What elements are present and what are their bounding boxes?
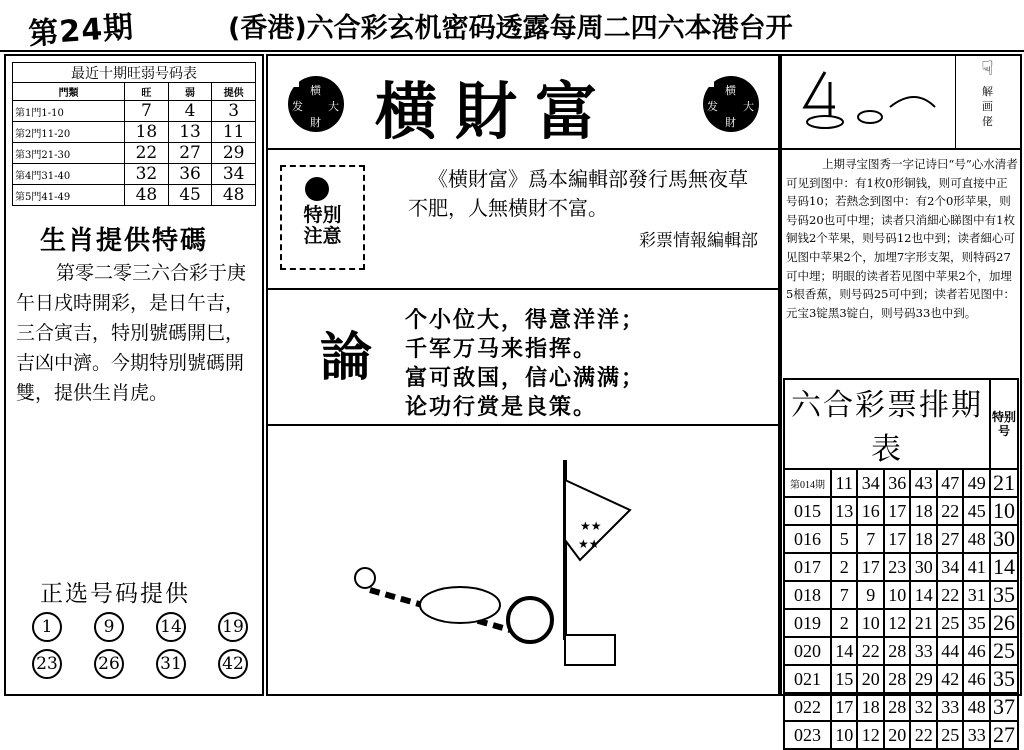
riddle-illustration bbox=[340, 440, 640, 690]
pick-number: 9 bbox=[94, 612, 124, 642]
number-cell: 34 bbox=[937, 553, 964, 581]
cell: 3 bbox=[212, 101, 256, 122]
pick-number: 26 bbox=[94, 649, 124, 679]
number-cell: 22 bbox=[910, 721, 937, 749]
number-cell: 14 bbox=[910, 581, 937, 609]
number-cell: 22 bbox=[937, 497, 964, 525]
number-cell: 21 bbox=[910, 609, 937, 637]
notice bbox=[408, 165, 758, 256]
cell: 27 bbox=[168, 143, 212, 164]
special-number: 37 bbox=[990, 693, 1018, 721]
divider bbox=[266, 424, 780, 426]
number-cell: 7 bbox=[831, 581, 858, 609]
number-cell: 17 bbox=[884, 497, 911, 525]
period-cell: 第014期 bbox=[784, 469, 831, 497]
period-cell: 019 bbox=[784, 609, 831, 637]
special-number: 35 bbox=[990, 581, 1018, 609]
table-row bbox=[13, 101, 256, 122]
cell: 22 bbox=[125, 143, 169, 164]
table-row bbox=[784, 609, 1018, 637]
number-cell: 49 bbox=[963, 469, 990, 497]
number-cell: 32 bbox=[910, 693, 937, 721]
poem-label: 論 bbox=[320, 328, 373, 388]
number-cell: 12 bbox=[884, 609, 911, 637]
table-row bbox=[784, 637, 1018, 665]
cell: 4 bbox=[168, 101, 212, 122]
schedule-table bbox=[783, 378, 1019, 750]
notice-badge bbox=[280, 165, 365, 270]
pointing-hand-icon: ☟ bbox=[981, 56, 994, 80]
number-cell: 25 bbox=[937, 609, 964, 637]
period-cell: 018 bbox=[784, 581, 831, 609]
row-label: 第4門31-40 bbox=[13, 164, 125, 185]
number-cell: 17 bbox=[831, 693, 858, 721]
number-cell: 29 bbox=[910, 665, 937, 693]
hot-cold-table bbox=[12, 62, 256, 206]
number-cell: 17 bbox=[857, 553, 884, 581]
number-cell: 41 bbox=[963, 553, 990, 581]
number-cell: 10 bbox=[831, 721, 858, 749]
cell: 48 bbox=[212, 185, 256, 206]
zodiac-heading: 生肖提供特碼 bbox=[40, 226, 209, 256]
number-cell: 11 bbox=[831, 469, 858, 497]
number-cell: 10 bbox=[884, 581, 911, 609]
number-cell: 28 bbox=[884, 665, 911, 693]
table-row bbox=[784, 581, 1018, 609]
number-cell: 33 bbox=[910, 637, 937, 665]
svg-text:★★: ★★ bbox=[580, 519, 602, 533]
issue-number: 第24期 bbox=[27, 9, 136, 53]
poem-line: 论功行赏是良策。 bbox=[405, 395, 598, 420]
riddle-box bbox=[955, 56, 1019, 150]
period-cell: 016 bbox=[784, 525, 831, 553]
number-cell: 33 bbox=[937, 693, 964, 721]
riddle-picture bbox=[795, 62, 945, 142]
pick-number: 31 bbox=[156, 649, 186, 679]
table-row bbox=[784, 665, 1018, 693]
number-cell: 43 bbox=[910, 469, 937, 497]
number-cell: 35 bbox=[963, 609, 990, 637]
number-cell: 14 bbox=[831, 637, 858, 665]
number-cell: 27 bbox=[937, 525, 964, 553]
number-cell: 46 bbox=[963, 637, 990, 665]
table-row bbox=[13, 185, 256, 206]
coin-icon: 横 大 財 发 bbox=[703, 76, 759, 132]
number-cell: 47 bbox=[937, 469, 964, 497]
page-title: (香港)六合彩玄机密码透露每周二四六本港台开 bbox=[228, 13, 793, 44]
number-cell: 18 bbox=[910, 525, 937, 553]
number-cell: 20 bbox=[857, 665, 884, 693]
col-header: 提供 bbox=[212, 83, 256, 101]
svg-text:★★: ★★ bbox=[578, 537, 600, 551]
number-cell: 20 bbox=[884, 721, 911, 749]
number-cell: 36 bbox=[884, 469, 911, 497]
number-cell: 22 bbox=[937, 581, 964, 609]
number-cell: 44 bbox=[937, 637, 964, 665]
header-divider bbox=[0, 50, 1024, 52]
cell: 7 bbox=[125, 101, 169, 122]
number-cell: 15 bbox=[831, 665, 858, 693]
row-label: 第2門11-20 bbox=[13, 122, 125, 143]
cell: 34 bbox=[212, 164, 256, 185]
cell: 18 bbox=[125, 122, 169, 143]
special-number: 27 bbox=[990, 721, 1018, 749]
number-cell: 45 bbox=[963, 497, 990, 525]
number-cell: 9 bbox=[857, 581, 884, 609]
special-number: 25 bbox=[990, 637, 1018, 665]
number-cell: 48 bbox=[963, 525, 990, 553]
row-label: 第1門1-10 bbox=[13, 101, 125, 122]
period-cell: 023 bbox=[784, 721, 831, 749]
badge-label: 特別注意 bbox=[303, 204, 342, 247]
cell: 45 bbox=[168, 185, 212, 206]
zodiac-text: 第零二零三六合彩于庚午日戌時開彩，是日午吉，三合寅吉，特別號碼開巳，吉凶中濟。今期特別號碼開雙，提供生肖虎。 bbox=[16, 262, 247, 404]
cell: 29 bbox=[212, 143, 256, 164]
special-number: 21 bbox=[990, 469, 1018, 497]
number-cell: 16 bbox=[857, 497, 884, 525]
number-cell: 7 bbox=[857, 525, 884, 553]
period-cell: 020 bbox=[784, 637, 831, 665]
period-cell: 022 bbox=[784, 693, 831, 721]
number-cell: 12 bbox=[857, 721, 884, 749]
divider bbox=[780, 148, 1022, 150]
period-cell: 017 bbox=[784, 553, 831, 581]
number-cell: 33 bbox=[963, 721, 990, 749]
table-row bbox=[784, 497, 1018, 525]
picks-heading: 正选号码提供 bbox=[40, 581, 190, 607]
period-cell: 021 bbox=[784, 665, 831, 693]
logo-title: 横財富 bbox=[375, 75, 616, 148]
number-cell: 23 bbox=[884, 553, 911, 581]
cell: 32 bbox=[125, 164, 169, 185]
pick-number: 23 bbox=[32, 649, 62, 679]
number-cell: 42 bbox=[937, 665, 964, 693]
poem bbox=[405, 306, 645, 422]
cell: 13 bbox=[168, 122, 212, 143]
col-header: 弱 bbox=[168, 83, 212, 101]
col-header: 門類 bbox=[13, 83, 125, 101]
number-cell: 18 bbox=[857, 693, 884, 721]
table-row bbox=[13, 122, 256, 143]
number-cell: 18 bbox=[910, 497, 937, 525]
row-label: 第3門21-30 bbox=[13, 143, 125, 164]
number-cell: 10 bbox=[857, 609, 884, 637]
table-row bbox=[784, 693, 1018, 721]
period-cell: 015 bbox=[784, 497, 831, 525]
number-cell: 48 bbox=[963, 693, 990, 721]
cell: 11 bbox=[212, 122, 256, 143]
poem-line: 个小位大，得意洋洋； bbox=[405, 308, 646, 333]
number-cell: 31 bbox=[963, 581, 990, 609]
special-label: 特别号 bbox=[990, 379, 1018, 469]
notice-text: 《横財富》爲本編輯部發行馬無夜草不肥，人無横財不富。 bbox=[408, 167, 748, 220]
number-cell: 28 bbox=[884, 637, 911, 665]
coin-icon: 横 大 財 发 bbox=[288, 76, 344, 132]
number-cell: 5 bbox=[831, 525, 858, 553]
divider bbox=[266, 288, 780, 290]
number-cell: 25 bbox=[937, 721, 964, 749]
table-row bbox=[784, 469, 1018, 497]
number-cell: 22 bbox=[857, 637, 884, 665]
table-row bbox=[784, 721, 1018, 749]
pick-number: 42 bbox=[218, 649, 248, 679]
number-cell: 2 bbox=[831, 609, 858, 637]
cell: 48 bbox=[125, 185, 169, 206]
special-number: 14 bbox=[990, 553, 1018, 581]
table-row bbox=[784, 525, 1018, 553]
special-number: 35 bbox=[990, 665, 1018, 693]
table-row bbox=[13, 143, 256, 164]
table-row bbox=[13, 164, 256, 185]
col-header: 旺 bbox=[125, 83, 169, 101]
special-number: 30 bbox=[990, 525, 1018, 553]
number-cell: 46 bbox=[963, 665, 990, 693]
table-caption: 最近十期旺弱号码表 bbox=[12, 62, 256, 82]
bomb-icon bbox=[305, 177, 329, 201]
number-cell: 28 bbox=[884, 693, 911, 721]
special-number: 10 bbox=[990, 497, 1018, 525]
pick-number: 19 bbox=[218, 612, 248, 642]
row-label: 第5門41-49 bbox=[13, 185, 125, 206]
pick-number: 14 bbox=[156, 612, 186, 642]
notice-signature: 彩票情報編輯部 bbox=[639, 231, 758, 251]
number-cell: 17 bbox=[884, 525, 911, 553]
riddle-label: 解画佬 bbox=[982, 85, 993, 128]
pick-number: 1 bbox=[32, 612, 62, 642]
number-cell: 2 bbox=[831, 553, 858, 581]
poem-line: 富可敌国，信心满满； bbox=[405, 366, 646, 391]
schedule-title: 六合彩票排期表 bbox=[784, 379, 990, 469]
cell: 36 bbox=[168, 164, 212, 185]
poem-line: 千军万马来指挥。 bbox=[405, 337, 598, 362]
number-cell: 34 bbox=[857, 469, 884, 497]
number-cell: 13 bbox=[831, 497, 858, 525]
table-row bbox=[784, 553, 1018, 581]
special-number: 26 bbox=[990, 609, 1018, 637]
number-cell: 30 bbox=[910, 553, 937, 581]
clue-text: 上期寻宝图秀一字记诗曰“号”心水清者可见到图中：有1枚0形铜钱，则可直接中正号码10；若熱念到图中：有2个0形苹果，则号码20也可中埋；读者只消細心睇图中有1枚铜钱2个苹果，则号码12也中到；读者細心可见图中苹果2个，加埋7字形支架，则特码27可中埋；明眼的读者若见图中苹果2个，加埋5根香蕉，则号码25可中到；读者若见图中：元宝3锭黑3锭白，则号码33也中到。 bbox=[786, 157, 1018, 320]
